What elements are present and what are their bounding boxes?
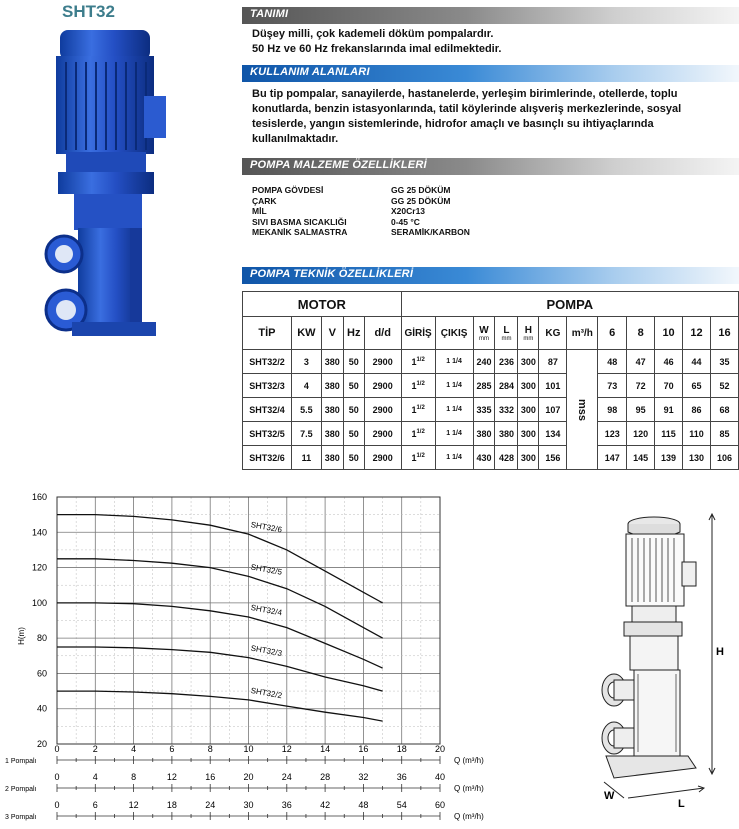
- section-bar-teknik: [242, 267, 739, 284]
- cell-kg: 87: [539, 350, 567, 374]
- col-w-unit: mm: [479, 335, 489, 342]
- cell-cikis: 1 1/4: [435, 446, 473, 470]
- material-label: SIVI BASMA SICAKLIĞI: [252, 216, 347, 227]
- x-axis-title: 3 Pompalı: [5, 814, 37, 821]
- cell-hz: 50: [343, 374, 364, 398]
- material-value: X20Cr13: [391, 206, 426, 216]
- x-tick-label: 6: [169, 744, 175, 754]
- dim-label-h: H: [716, 646, 724, 658]
- col-flow-12: 12: [683, 317, 711, 350]
- col-flow-8: 8: [627, 317, 655, 350]
- x-tick-label: 42: [320, 800, 331, 810]
- x-tick-label: 12: [281, 744, 292, 754]
- series-label: SHT32/4: [250, 603, 283, 618]
- x-tick-label: 54: [396, 800, 407, 810]
- cell-giris-sup: 1/2: [416, 356, 425, 363]
- cell-h: 300: [518, 422, 539, 446]
- cell-l: 332: [495, 398, 518, 422]
- col-w-label: W: [479, 324, 489, 336]
- cell-l: 428: [495, 446, 518, 470]
- cell-giris: [401, 422, 435, 446]
- series-line: [57, 603, 383, 668]
- x-tick-label: 12: [166, 772, 177, 782]
- cell-kw: 11: [291, 446, 321, 470]
- cell-tip: SHT32/3: [243, 374, 292, 398]
- col-l: [495, 317, 518, 350]
- x-tick-label: 12: [128, 800, 139, 810]
- x-axes: [5, 744, 484, 821]
- cell-hz: 50: [343, 446, 364, 470]
- cell-w: 285: [473, 374, 495, 398]
- x-tick-label: 8: [207, 744, 213, 754]
- x-tick-label: 0: [54, 744, 60, 754]
- mss-cell: [567, 350, 598, 470]
- cell-v: 380: [321, 398, 343, 422]
- table-row: [243, 422, 739, 446]
- dim-label-w: W: [604, 790, 615, 802]
- col-l-unit: mm: [501, 335, 512, 342]
- cell-giris-main: 1: [411, 356, 417, 367]
- chart-series: [57, 515, 383, 722]
- col-v: V: [321, 317, 343, 350]
- cell-giris-main: 1: [411, 428, 417, 439]
- cell-hz: 50: [343, 422, 364, 446]
- col-kg: KG: [539, 317, 567, 350]
- cell-w: 430: [473, 446, 495, 470]
- x-tick-label: 20: [243, 772, 254, 782]
- cell-kg: 101: [539, 374, 567, 398]
- x-axis-title: 2 Pompalı: [5, 786, 37, 793]
- series-line: [57, 559, 383, 638]
- x-tick-label: 4: [131, 744, 137, 754]
- x-tick-label: 24: [281, 772, 292, 782]
- y-tick-label: 60: [36, 668, 47, 679]
- cell-head: 95: [627, 398, 655, 422]
- performance-chart: [0, 486, 520, 829]
- kullanim-line-3: tesislerde, yangın sistemlerinde, hidrofor amaçlı ve basınçlı su ihtiyaçlarında: [252, 118, 654, 130]
- y-tick-label: 100: [31, 597, 47, 608]
- x-tick-label: 0: [54, 772, 60, 782]
- section-bar-tanimi: [242, 7, 739, 24]
- cell-head: 130: [683, 446, 711, 470]
- cell-head: 72: [627, 374, 655, 398]
- y-tick-label: 160: [31, 492, 47, 502]
- series-line: [57, 691, 383, 721]
- x-tick-label: 36: [396, 772, 407, 782]
- material-label: POMPA GÖVDESİ: [252, 185, 324, 195]
- y-axis-label: H(m): [17, 627, 26, 645]
- cell-giris: [401, 350, 435, 374]
- x-tick-label: 60: [434, 800, 446, 810]
- cell-l: 284: [495, 374, 518, 398]
- cell-head: 68: [710, 398, 738, 422]
- cell-tip: SHT32/5: [243, 422, 292, 446]
- cell-head: 70: [655, 374, 683, 398]
- cell-h: 300: [518, 446, 539, 470]
- material-label: MİL: [252, 206, 267, 216]
- cell-giris-sup: 1/2: [416, 404, 425, 411]
- col-flow: m³/h: [567, 317, 598, 350]
- mss-label: mss: [576, 398, 589, 421]
- cell-head: 48: [598, 350, 627, 374]
- material-label: MEKANİK SALMASTRA: [252, 227, 348, 237]
- cell-head: 123: [598, 422, 627, 446]
- cell-tip: SHT32/6: [243, 446, 292, 470]
- cell-kw: 3: [291, 350, 321, 374]
- cell-dd: 2900: [364, 398, 401, 422]
- x-tick-label: 24: [205, 800, 216, 810]
- cell-dd: 2900: [364, 374, 401, 398]
- col-flow-10: 10: [655, 317, 683, 350]
- material-value: GG 25 DÖKÜM: [391, 185, 451, 195]
- cell-head: 106: [710, 446, 738, 470]
- x-tick-label: 28: [320, 772, 331, 782]
- tanimi-line-1: Düşey milli, çok kademeli döküm pompalardır.: [252, 28, 494, 40]
- section-title-teknik: POMPA TEKNİK ÖZELLİKLERİ: [250, 268, 414, 280]
- kullanim-line-4: kullanılmaktadır.: [252, 133, 339, 145]
- cell-w: 380: [473, 422, 495, 446]
- series-line: [57, 647, 383, 691]
- section-title-tanimi: TANIMI: [250, 8, 289, 20]
- col-flow-6: 6: [598, 317, 627, 350]
- cell-head: 91: [655, 398, 683, 422]
- cell-tip: SHT32/4: [243, 398, 292, 422]
- material-values: [391, 185, 470, 238]
- cell-head: 73: [598, 374, 627, 398]
- col-dd: d/d: [364, 317, 401, 350]
- section-bar-malzeme: [242, 158, 739, 175]
- x-axis-unit: Q (m³/h): [454, 812, 484, 821]
- y-tick-label: 80: [36, 633, 47, 644]
- cell-dd: 2900: [364, 422, 401, 446]
- cell-head: 86: [683, 398, 711, 422]
- cell-cikis: 1 1/4: [435, 374, 473, 398]
- cell-h: 300: [518, 374, 539, 398]
- x-tick-label: 14: [320, 744, 331, 754]
- x-tick-label: 2: [92, 744, 98, 754]
- material-label: ÇARK: [252, 195, 277, 206]
- cell-head: 120: [627, 422, 655, 446]
- x-tick-label: 8: [131, 772, 137, 782]
- cell-kw: 7.5: [291, 422, 321, 446]
- y-tick-label: 140: [31, 527, 47, 538]
- table-header-row: [243, 317, 739, 350]
- x-tick-label: 30: [243, 800, 254, 810]
- section-title-kullanim: KULLANIM ALANLARI: [250, 66, 370, 78]
- cell-head: 52: [710, 374, 738, 398]
- x-tick-label: 20: [434, 744, 446, 754]
- cell-head: 115: [655, 422, 683, 446]
- table-row: [243, 350, 739, 374]
- cell-l: 236: [495, 350, 518, 374]
- cell-giris-main: 1: [411, 452, 417, 463]
- x-tick-label: 36: [281, 800, 292, 810]
- cell-hz: 50: [343, 350, 364, 374]
- cell-giris-sup: 1/2: [416, 428, 425, 435]
- cell-head: 85: [710, 422, 738, 446]
- cell-head: 35: [710, 350, 738, 374]
- cell-cikis: 1 1/4: [435, 350, 473, 374]
- cell-head: 145: [627, 446, 655, 470]
- cell-head: 44: [683, 350, 711, 374]
- table-group-row: [243, 292, 739, 317]
- cell-head: 47: [627, 350, 655, 374]
- cell-dd: 2900: [364, 350, 401, 374]
- table-row: [243, 398, 739, 422]
- spec-table: [242, 291, 739, 470]
- x-tick-label: 18: [166, 800, 177, 810]
- table-row: [243, 446, 739, 470]
- x-tick-label: 32: [358, 772, 369, 782]
- kullanim-line-2: konutlarda, benzin istasyonlarında, tatil köylerinde alışveriş merkezlerinde, sosyal: [252, 103, 682, 115]
- x-tick-label: 10: [243, 744, 254, 754]
- col-cikis: ÇIKIŞ: [435, 317, 473, 350]
- col-hz: Hz: [343, 317, 364, 350]
- model-title: SHT32: [62, 2, 115, 21]
- kullanim-line-1: Bu tip pompalar, sanayilerde, hastanelerde, yerleşim birimlerinde, otellerde, toplu: [252, 88, 678, 100]
- col-flow-16: 16: [710, 317, 738, 350]
- col-kw: KW: [291, 317, 321, 350]
- material-labels: [252, 185, 347, 238]
- dim-label-l: L: [678, 798, 685, 810]
- cell-v: 380: [321, 350, 343, 374]
- series-label: SHT32/6: [250, 520, 283, 535]
- x-axis-title: 1 Pompalı: [5, 758, 37, 765]
- x-tick-label: 18: [396, 744, 407, 754]
- col-giris: GİRİŞ: [401, 317, 435, 350]
- series-label: SHT32/2: [250, 685, 283, 701]
- cell-cikis: 1 1/4: [435, 398, 473, 422]
- x-tick-label: 40: [434, 772, 446, 782]
- cell-head: 147: [598, 446, 627, 470]
- section-title-malzeme: POMPA MALZEME ÖZELLİKLERİ: [250, 159, 427, 171]
- cell-cikis: 1 1/4: [435, 422, 473, 446]
- cell-w: 335: [473, 398, 495, 422]
- x-tick-label: 4: [92, 772, 98, 782]
- cell-giris: [401, 374, 435, 398]
- cell-giris-sup: 1/2: [416, 380, 425, 387]
- cell-giris-main: 1: [411, 380, 417, 391]
- series-label: SHT32/3: [250, 643, 283, 658]
- cell-l: 380: [495, 422, 518, 446]
- y-tick-label: 40: [36, 703, 47, 714]
- x-axis-unit: Q (m³/h): [454, 756, 484, 765]
- cell-head: 110: [683, 422, 711, 446]
- cell-w: 240: [473, 350, 495, 374]
- y-tick-label: 120: [31, 562, 47, 573]
- x-tick-label: 16: [358, 744, 369, 754]
- col-tip: TİP: [243, 317, 292, 350]
- cell-head: 65: [683, 374, 711, 398]
- cell-hz: 50: [343, 398, 364, 422]
- cell-head: 98: [598, 398, 627, 422]
- x-tick-label: 16: [205, 772, 216, 782]
- material-value: SERAMİK/KARBON: [391, 227, 470, 237]
- col-h: [518, 317, 539, 350]
- cell-head: 46: [655, 350, 683, 374]
- cell-h: 300: [518, 350, 539, 374]
- col-w: [473, 317, 495, 350]
- pump-photo: [44, 22, 194, 356]
- cell-giris: [401, 446, 435, 470]
- x-axis-unit: Q (m³/h): [454, 784, 484, 793]
- x-tick-label: 48: [358, 800, 369, 810]
- cell-kw: 5.5: [291, 398, 321, 422]
- group-pompa: POMPA: [401, 292, 738, 317]
- cell-kg: 156: [539, 446, 567, 470]
- col-h-unit: mm: [523, 335, 534, 342]
- tanimi-line-2: 50 Hz ve 60 Hz frekanslarında imal edilmektedir.: [252, 43, 502, 55]
- material-value: GG 25 DÖKÜM: [391, 195, 451, 206]
- y-tick-label: 20: [36, 739, 47, 749]
- cell-kg: 107: [539, 398, 567, 422]
- material-value: 0-45 °C: [391, 216, 420, 227]
- x-tick-label: 6: [92, 800, 98, 810]
- cell-giris-sup: 1/2: [416, 452, 425, 459]
- dimension-drawing: [584, 492, 736, 810]
- cell-dd: 2900: [364, 446, 401, 470]
- cell-head: 139: [655, 446, 683, 470]
- series-label: SHT32/5: [250, 562, 283, 577]
- cell-kg: 134: [539, 422, 567, 446]
- cell-v: 380: [321, 422, 343, 446]
- cell-kw: 4: [291, 374, 321, 398]
- x-tick-label: 0: [54, 800, 60, 810]
- cell-h: 300: [518, 398, 539, 422]
- cell-tip: SHT32/2: [243, 350, 292, 374]
- col-l-label: L: [503, 324, 510, 336]
- col-h-label: H: [524, 324, 533, 336]
- cell-giris: [401, 398, 435, 422]
- section-bar-kullanim: [242, 65, 739, 82]
- group-motor: MOTOR: [243, 292, 402, 317]
- cell-v: 380: [321, 374, 343, 398]
- y-axis-ticks: [32, 492, 47, 749]
- table-row: [243, 374, 739, 398]
- cell-v: 380: [321, 446, 343, 470]
- cell-giris-main: 1: [411, 404, 417, 415]
